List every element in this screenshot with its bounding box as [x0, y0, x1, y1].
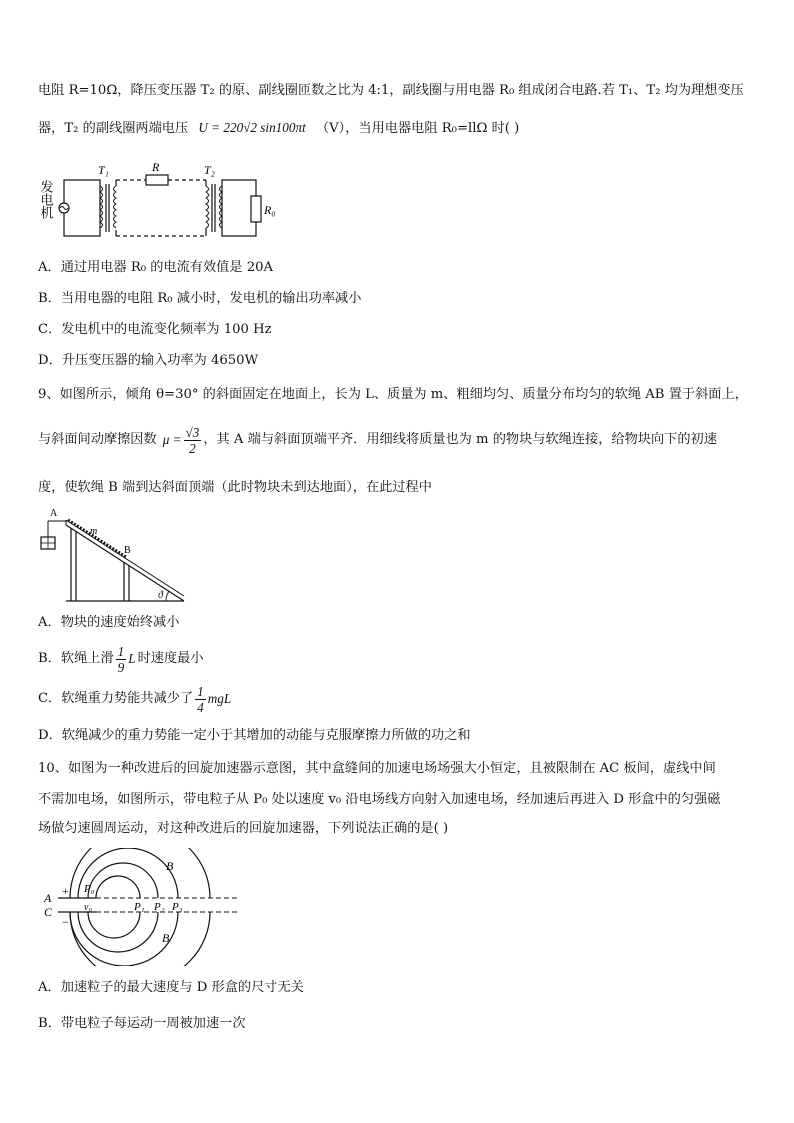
transformer-circuit-figure — [38, 160, 288, 244]
r0-label: R₀ — [264, 203, 276, 217]
option-b-fraction — [116, 644, 127, 675]
q10-option-a: A．加速粒子的最大速度与 D 形盒的尺寸无关 — [38, 980, 304, 995]
option-c-denominator: 4 — [197, 699, 204, 715]
line-resistor-r — [146, 175, 168, 185]
mu-fraction — [184, 425, 202, 456]
q8-voltage-formula: U = 220√2 sin100πt — [198, 120, 306, 135]
p0-label: P₀ — [84, 883, 95, 895]
q9-option-b-start: B．软绳上滑 — [38, 651, 114, 666]
q8-option-c: C．发电机中的电流变化频率为 100 Hz — [38, 322, 272, 337]
q8-text-line-1: 电阻 R=10Ω，降压变压器 T₂ 的原、副线圈匝数之比为 4:1，副线圈与用电器 R₀ 组成闭合电路.若 T₁、T₂ 均为理想变压 — [38, 83, 744, 98]
q9-line2-end: ，其 A 端与斜面顶端平齐．用细线将质量也为 m 的物块与软绳连接，给物块向下的初速 — [203, 432, 717, 447]
q9-option-a: A．物块的速度始终减小 — [38, 615, 180, 630]
incline-figure — [38, 505, 188, 607]
b-field-top-label: B — [166, 859, 174, 873]
q10-text-line-2: 不需加电场，如图所示，带电粒子从 P₀ 处以速度 v₀ 沿电场线方向射入加速电场，经加速后再进入 D 形盒中的匀强磁 — [38, 792, 721, 807]
q9-option-b-end: 时速度最小 — [137, 651, 204, 666]
q9-option-d: D．软绳减少的重力势能一定小于其增加的动能与克服摩擦力所做的功之和 — [38, 728, 471, 743]
q9-line2-start: 与斜面间动摩擦因数 — [38, 432, 157, 447]
q9-option-c-start: C．软绳重力势能共减少了 — [38, 691, 194, 706]
cyclotron-figure — [38, 848, 248, 966]
t1-label: T₁ — [98, 163, 109, 177]
q10-option-b: B．带电粒子每运动一周被加速一次 — [38, 1016, 246, 1031]
t2-label: T₂ — [204, 163, 215, 177]
q9-text-line-3: 度，使软绳 B 端到达斜面顶端（此时物块未到达地面），在此过程中 — [38, 480, 432, 495]
q9-text-line-1: 9、如图所示，倾角 θ=30° 的斜面固定在地面上，长为 L、质量为 m、粗细均匀、质量分布均匀的软绳 AB 置于斜面上， — [38, 387, 748, 402]
q8-text-line-2 — [38, 117, 764, 140]
mu-numerator: √3 — [185, 424, 200, 440]
q8-option-d: D．升压变压器的输入功率为 4650W — [38, 353, 259, 368]
q9-option-c — [38, 680, 231, 718]
end-a-label: A — [50, 508, 58, 519]
generator-label: 发电机 — [38, 180, 54, 219]
option-c-fraction — [195, 684, 206, 715]
q10-text-line-1: 10、如图为一种改进后的回旋加速器示意图，其中盒缝间的加速电场场强大小恒定，且被限制在 AC 板间，虚线中间 — [38, 761, 716, 776]
minus-sign: − — [62, 915, 69, 929]
q8-option-b: B．当用电器的电阻 R₀ 减小时，发电机的输出功率减小 — [38, 291, 362, 306]
plate-a-label: A — [44, 891, 52, 905]
mu-denominator: 2 — [189, 440, 196, 456]
v0-label: v₀ — [84, 902, 92, 913]
theta-label: ϑ — [158, 590, 163, 601]
q8-line2-start: 器，T₂ 的副线圈两端电压 — [38, 121, 189, 136]
r-label: R — [152, 160, 160, 174]
q9-option-b — [38, 640, 204, 678]
q8-line2-end: （V），当用电器电阻 R₀=llΩ 时( ) — [315, 121, 520, 136]
b-field-bottom-label: B — [162, 931, 170, 945]
load-resistor-r0 — [251, 196, 261, 222]
option-b-denominator: 9 — [117, 659, 125, 675]
p3-label: P₃ — [172, 901, 183, 913]
p1-label: P₁ — [134, 901, 145, 913]
option-c-numerator: 1 — [197, 683, 204, 699]
plus-sign: + — [62, 884, 69, 898]
q9-text-line-2 — [38, 420, 764, 460]
end-b-label: B — [124, 545, 131, 556]
mu-symbol: μ = — [162, 432, 182, 447]
plate-c-label: C — [44, 905, 53, 919]
q10-text-line-3: 场做匀速圆周运动，对这种改进后的回旋加速器，下列说法正确的是( ) — [38, 821, 449, 836]
option-b-variable: L — [128, 651, 136, 666]
option-b-numerator: 1 — [117, 643, 125, 659]
p2-label: P₂ — [154, 901, 165, 913]
option-c-variable: mgL — [207, 691, 232, 706]
mass-m-label: m — [90, 526, 98, 537]
q8-option-a: A．通过用电器 R₀ 的电流有效值是 20A — [38, 260, 274, 275]
